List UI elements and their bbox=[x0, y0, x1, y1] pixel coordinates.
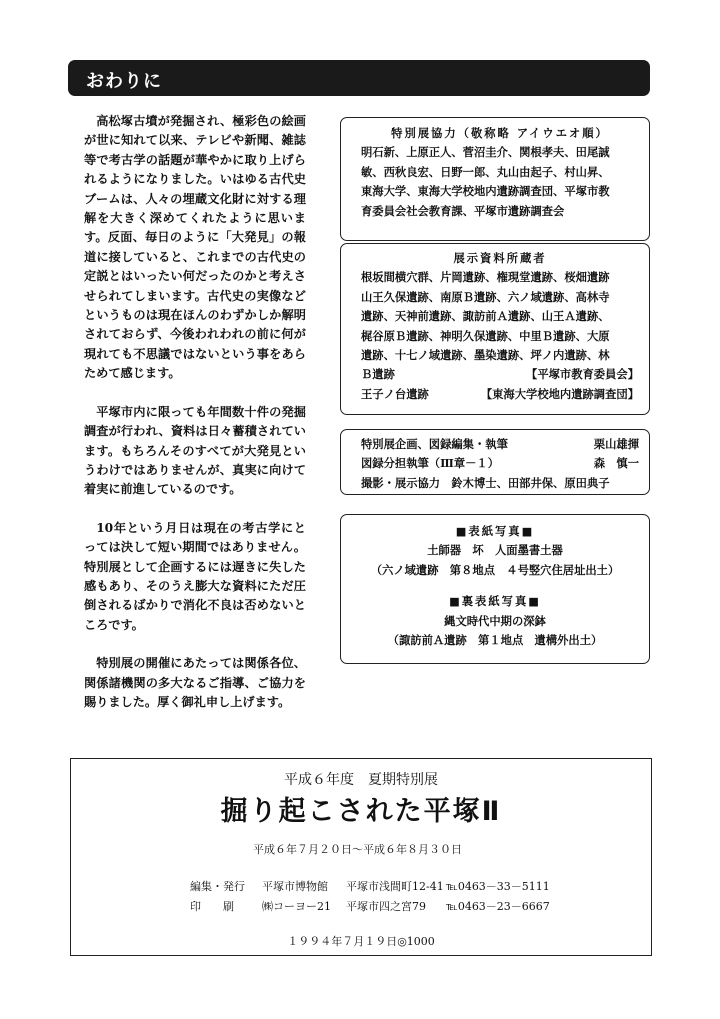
front-cover-line: 土師器 坏 人面墨書土器 bbox=[427, 543, 563, 558]
afterword-paragraph: 特別展の開催にあたっては関係各位、関係諸機関の多大なるご指導、ご協力を賜りました。厚く御礼申し上げます。 bbox=[84, 656, 306, 709]
publisher-row bbox=[190, 878, 550, 894]
holders-line: 遺跡、天神前遺跡、諏訪前Ａ遺跡、山王Ａ遺跡、 bbox=[361, 309, 610, 324]
colophon-subtitle: 平成６年度 夏期特別展 bbox=[284, 772, 438, 788]
back-cover-title: ■裏表紙写真■ bbox=[449, 594, 541, 609]
credit-role: 図録分担執筆（Ⅲ章－１） bbox=[361, 456, 500, 471]
colophon-box bbox=[70, 758, 652, 956]
holders-row-right: 【平塚市教育委員会】 bbox=[526, 367, 639, 382]
cooperation-line: 敏、西秋良宏、日野一郎、丸山由起子、村山昇、 bbox=[361, 164, 610, 179]
back-cover-line: （諏訪前Ａ遺跡 第１地点 遺構外出土） bbox=[387, 633, 603, 648]
holders-line: 山王久保遺跡、南原Ｂ遺跡、六ノ域遺跡、高林寺 bbox=[361, 289, 610, 304]
publication-date: １９９４年７月１９日◎1000 bbox=[287, 935, 435, 948]
credit-row bbox=[361, 435, 639, 454]
credit-row bbox=[361, 454, 639, 473]
colophon-title: 掘り起こされた平塚Ⅱ bbox=[220, 796, 502, 827]
printer-org: ㈱コーヨー21 bbox=[262, 900, 331, 913]
holders-line: 梶谷原Ｂ遺跡、神明久保遺跡、中里Ｂ遺跡、大原 bbox=[361, 328, 610, 343]
cooperation-box bbox=[340, 117, 650, 241]
credit-role: 特別展企画、図録編集・執筆 bbox=[361, 437, 508, 451]
afterword-paragraph: 平塚市内に限っても年間数十件の発掘調査が行われ、資料は日々蓄積されています。もちろんそのすべてが大発見というわけではありませんが、真実に向けて着実に前進しているのです。 bbox=[84, 404, 306, 497]
credit-role: 撮影・展示協力 鈴木博士、田部井保、原田典子 bbox=[361, 475, 610, 490]
credit-person: 栗山雄揮 bbox=[593, 437, 639, 451]
printer-row bbox=[190, 898, 550, 914]
printer-tel: ℡0463－23－6667 bbox=[446, 900, 550, 913]
cooperation-title: 特別展協力（敬称略 アイウエオ順） bbox=[391, 126, 609, 140]
publisher-label: 編集・発行 bbox=[190, 880, 245, 893]
printer-label: 印 刷 bbox=[190, 900, 234, 913]
holders-row-right: 【東海大学校地内遺跡調査団】 bbox=[480, 386, 639, 401]
front-cover-title: ■表紙写真■ bbox=[455, 524, 535, 538]
cooperation-line: 明石新、上原正人、菅沼圭介、関根孝夫、田尾誠 bbox=[361, 145, 610, 160]
credits-box bbox=[340, 429, 650, 495]
afterword-paragraph: 高松塚古墳が発掘され、極彩色の絵画が世に知れて以来、テレビや新聞、雑誌等で考古学の話題が華やかに取り上げられるようになりました。いはゆる古代史ブームは、人々の埋蔵文化財に対する理解を大きく深めてくれたように思います。反面、毎日のように「大発見」の報道に接していると、これまでの古代史の定説とはいったい何だったのかと考えさせられてしまいます。古代史の実像などというものは現在ほんのわずかしか解明されておらず、今後われわれの前に何が現れても不思議ではないという事をあらためて感じます。 bbox=[84, 114, 306, 381]
cooperation-line: 東海大学、東海大学校地内遺跡調査団、平塚市教 bbox=[361, 184, 610, 199]
holders-row bbox=[361, 385, 639, 404]
holders-row bbox=[361, 365, 639, 384]
cover-photo-box bbox=[340, 514, 650, 664]
section-title: おわりに bbox=[86, 71, 162, 92]
back-cover-line: 縄文時代中期の深鉢 bbox=[444, 613, 546, 628]
publisher-tel: ℡0463－33－5111 bbox=[446, 880, 550, 893]
afterword-paragraph: 10年という月日は現在の考古学にとっては決して短い期間ではありません。特別展として企画するには遅きに失した感もあり、そのうえ膨大な資料にただ圧倒されるばかりで消化不良は否めないところです。 bbox=[84, 520, 306, 632]
publisher-org: 平塚市博物館 bbox=[262, 880, 328, 893]
holders-line: 遺跡、十七ノ域遺跡、墨染遺跡、坪ノ内遺跡、林 bbox=[361, 348, 610, 363]
publisher-address: 平塚市浅間町12-41 bbox=[346, 880, 444, 893]
holders-box bbox=[340, 243, 650, 415]
holders-row-left: 王子ノ台遺跡 bbox=[361, 386, 429, 401]
holders-row-left: Ｂ遺跡 bbox=[361, 367, 395, 382]
afterword-body bbox=[84, 112, 306, 731]
credit-row bbox=[361, 474, 639, 493]
holders-title: 展示資料所蔵者 bbox=[453, 251, 547, 265]
credit-person: 森 慎一 bbox=[593, 456, 639, 471]
holders-line: 根坂間横穴群、片岡遺跡、権現堂遺跡、桜畑遺跡 bbox=[361, 270, 610, 285]
front-cover-line: （六ノ域遺跡 第８地点 ４号竪穴住居址出土） bbox=[370, 562, 620, 577]
cooperation-line: 育委員会社会教育課、平塚市遺跡調査会 bbox=[361, 203, 565, 218]
exhibition-period: 平成６年７月２０日〜平成６年８月３０日 bbox=[253, 843, 462, 856]
section-header-bar bbox=[68, 60, 650, 96]
printer-address: 平塚市四之宮79 bbox=[346, 900, 426, 913]
